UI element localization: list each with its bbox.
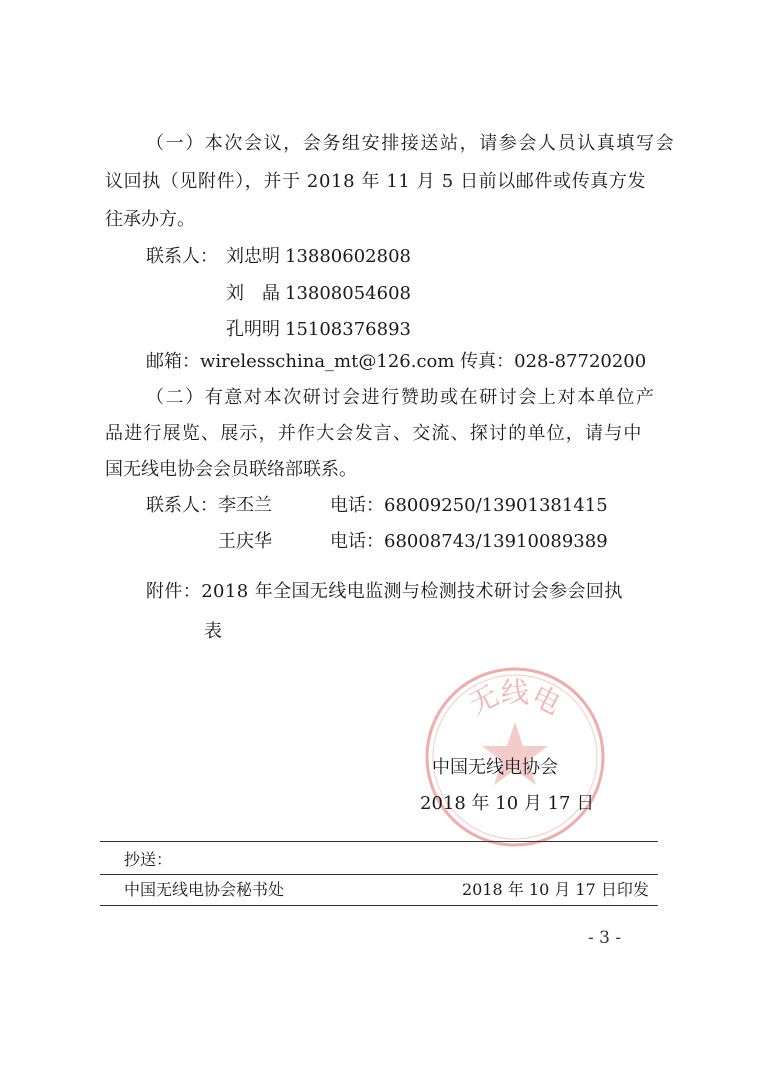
signature-date: 2018 年 10 月 17 日 [420, 793, 595, 814]
para2-line3: 国无线电协会会员联络部联系。 [105, 459, 357, 480]
footer-bottom-rule [100, 905, 658, 906]
para2-line2: 品进行展览、展示，并作大会发言、交流、探讨的单位，请与中 [105, 423, 643, 444]
seal-text: 无线电 [463, 676, 567, 721]
email-fax-line: 邮箱：wirelesschina_mt@126.com 传真：028-87720200 [146, 351, 647, 372]
contact2-name: 刘 晶 [226, 283, 280, 304]
footer-middle-rule [100, 874, 658, 875]
contact1-name: 刘忠明 [226, 246, 280, 267]
contact4-name: 李丕兰 [218, 495, 272, 516]
contact5-name: 王庆华 [218, 531, 272, 552]
contacts1-label: 联系人： [146, 246, 218, 267]
contacts2-label: 联系人： [146, 495, 218, 516]
contact3-name: 孔明明 [226, 319, 280, 340]
signature-org: 中国无线电协会 [432, 757, 558, 778]
para1-line1: （一）本次会议，会务组安排接送站，请参会人员认真填写会 [146, 133, 676, 154]
contact3-phone: 15108376893 [285, 319, 411, 340]
contact1-phone: 13880602808 [285, 246, 411, 267]
cc-label: 抄送： [124, 850, 173, 869]
footer-top-rule [100, 841, 658, 842]
issuer: 中国无线电协会秘书处 [124, 880, 285, 899]
contact4-phone: 电话：68009250/13901381415 [330, 495, 608, 516]
contact2-phone: 13808054608 [285, 283, 411, 304]
issue-date: 2018 年 10 月 17 日印发 [462, 880, 649, 899]
para2-line1: （二）有意对本次研讨会进行赞助或在研讨会上对本单位产 [146, 387, 656, 408]
svg-text:无线电 [464, 676, 566, 721]
para1-line3: 往承办方。 [105, 209, 195, 230]
para1-line2: 议回执（见附件），并于 2018 年 11 月 5 日前以邮件或传真方发 [105, 171, 647, 192]
page-number: - 3 - [588, 928, 622, 948]
attachment-line1: 附件：2018 年全国无线电监测与检测技术研讨会参会回执 [146, 581, 623, 602]
attachment-line2: 表 [204, 621, 222, 642]
contact5-phone: 电话：68008743/13910089389 [330, 531, 608, 552]
